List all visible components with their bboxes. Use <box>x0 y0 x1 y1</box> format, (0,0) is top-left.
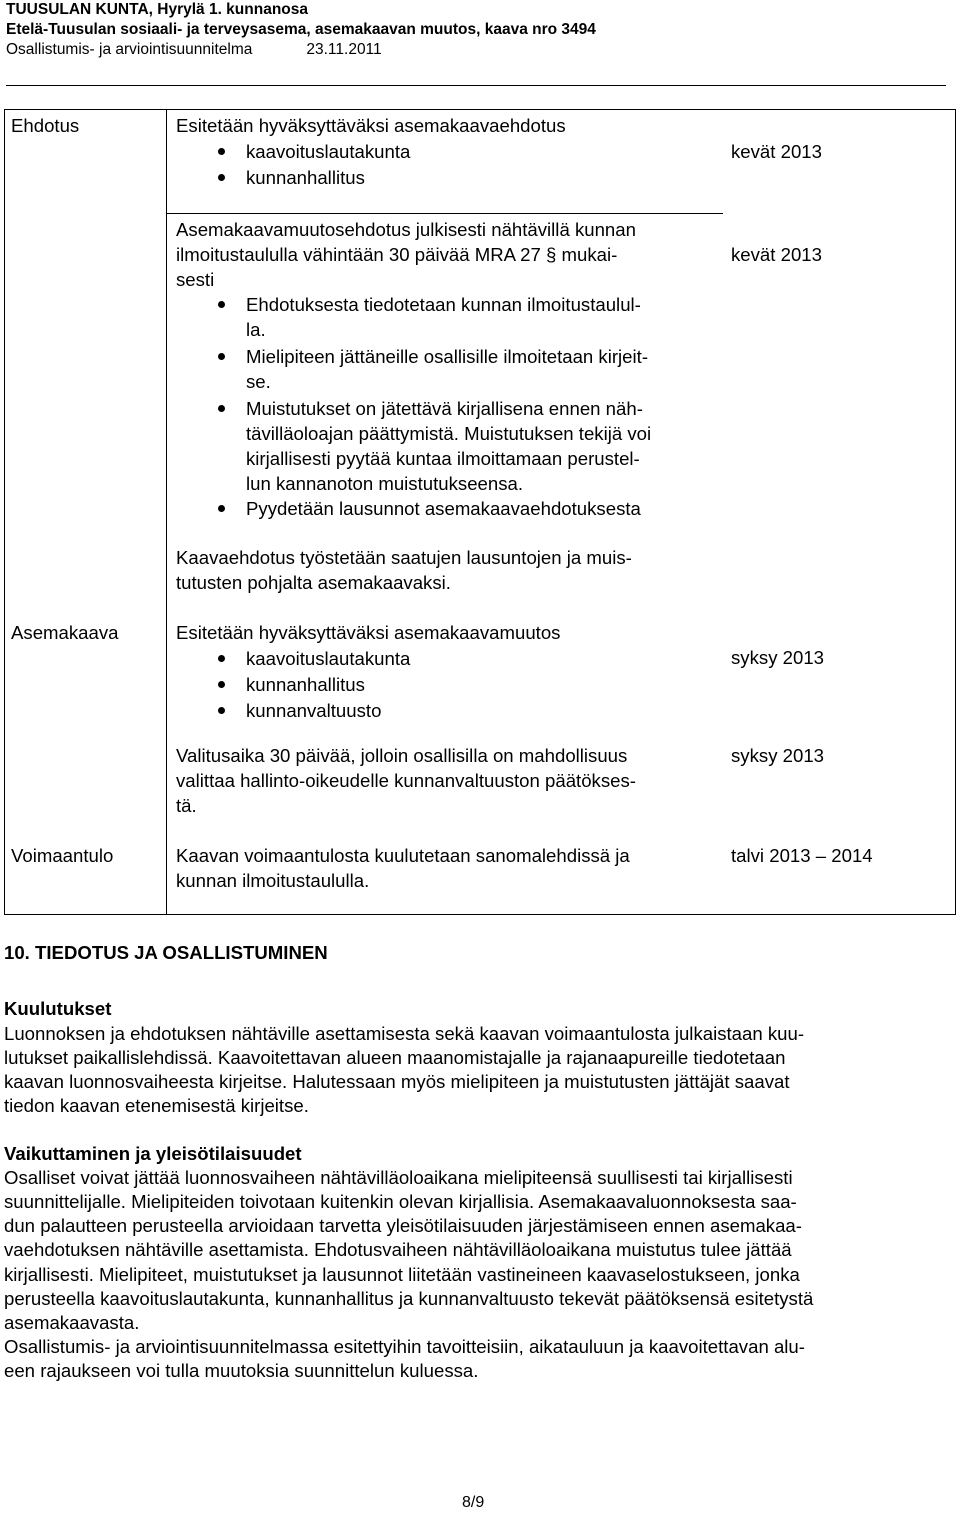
ehdotus-item-2-line-2: se. <box>246 371 271 392</box>
ehdotus-text-line-2: ilmoitustaululla vähintään 30 päivää MRA 27 § mukai- <box>176 244 618 265</box>
bullet-icon <box>218 681 225 688</box>
vaikuttaminen-line-2: suunnittelijalle. Mielipiteiden toivotaan kuitenkin olevan kirjallisia. Asemakaavaluonnoksesta saa- <box>4 1191 797 1212</box>
ehdotus-item-2-line-1: Mielipiteen jättäneille osallisille ilmoitetaan kirjeit- <box>246 346 649 367</box>
asemakaava-time-2: syksy 2013 <box>731 745 825 766</box>
vaikuttaminen-line-5: kirjallisesti. Mielipiteet, muistutukset ja lausunnot liitetään vastineineen kaavaselostukseen, jonka <box>4 1264 800 1285</box>
bullet-icon <box>218 353 225 360</box>
subheading-vaikuttaminen: Vaikuttaminen ja yleisötilaisuudet <box>4 1143 302 1164</box>
kuulutukset-line-1: Luonnoksen ja ehdotuksen nähtäville asettamisesta sekä kaavan voimaantulosta julkaistaan kuu- <box>4 1023 805 1044</box>
ehdotus-item-4-line-1: Pyydetään lausunnot asemakaavaehdotuksesta <box>246 498 641 519</box>
kuulutukset-line-2: lutukset paikallislehdissä. Kaavoitettavan alueen maanomistajalle ja rajanaapureille tiedotetaan <box>4 1047 786 1068</box>
ehdotus-time-1: kevät 2013 <box>731 141 822 162</box>
ehdotus-lead: Esitetään hyväksyttäväksi asemakaavaehdotus <box>176 115 566 136</box>
vaikuttaminen-line-3: dun palautteen perusteella arvioidaan tarvetta yleisötilaisuuden järjestämiseen ennen asemakaa- <box>4 1215 802 1236</box>
asemakaava-bullet-2: kunnanhallitus <box>246 674 365 695</box>
row-label-ehdotus: Ehdotus <box>11 115 80 136</box>
header-doc-title: Osallistumis- ja arviointisuunnitelma <box>6 41 253 58</box>
ehdotus-item-3-line-1: Muistutukset on jätettävä kirjallisena ennen näh- <box>246 398 643 419</box>
kuulutukset-line-3: kaavan luonnosvaiheesta kirjeitse. Halutessaan myös mielipiteen ja muistutusten jättäjät saavat <box>4 1071 790 1092</box>
vaikuttaminen-line-8: Osallistumis- ja arviointisuunnitelmassa esitettyihin tavoitteisiin, aikatauluun ja kaavoitettavan alu- <box>4 1336 805 1357</box>
bullet-icon <box>218 655 225 662</box>
ehdotus-text-line-1: Asemakaavamuutosehdotus julkisesti nähtävillä kunnan <box>176 219 636 240</box>
kuulutukset-line-4: tiedon kaavan etenemisestä kirjeitse. <box>4 1095 309 1116</box>
asemakaava-text-line-2: valittaa hallinto-oikeudelle kunnanvaltuuston päätökses- <box>176 770 636 791</box>
ehdotus-item-3-line-3: kirjallisesti pyytää kuntaa ilmoittamaan perustel- <box>246 448 640 469</box>
bullet-icon <box>218 405 225 412</box>
asemakaava-text-line-1: Valitusaika 30 päivää, jolloin osallisilla on mahdollisuus <box>176 745 628 766</box>
document-header <box>6 0 596 60</box>
bullet-icon <box>218 707 225 714</box>
bullet-icon <box>218 174 225 181</box>
header-doc-date: 23.11.2011 <box>306 41 382 58</box>
asemakaava-lead: Esitetään hyväksyttäväksi asemakaavamuutos <box>176 622 561 643</box>
vaikuttaminen-line-9: een rajaukseen voi tulla muutoksia suunnittelun kuluessa. <box>4 1360 479 1381</box>
ehdotus-item-3-line-2: tävilläoloajan päättymistä. Muistutuksen tekijä voi <box>246 423 652 444</box>
bullet-icon <box>218 301 225 308</box>
row-label-voimaantulo: Voimaantulo <box>11 845 114 866</box>
ehdotus-item-1-line-1: Ehdotuksesta tiedotetaan kunnan ilmoitustaulul- <box>246 294 641 315</box>
table-row-divider <box>166 213 723 214</box>
ehdotus-final-line-1: Kaavaehdotus työstetään saatujen lausuntojen ja muis- <box>176 547 632 568</box>
header-project: Etelä-Tuusulan sosiaali- ja terveysasema, asemakaavan muutos, kaava nro 3494 <box>6 21 596 38</box>
table-column-divider <box>166 109 167 915</box>
section-heading: 10. TIEDOTUS JA OSALLISTUMINEN <box>4 942 328 963</box>
ehdotus-item-3-line-4: lun kannanoton muistutukseensa. <box>246 473 524 494</box>
vaikuttaminen-line-6: perusteella kaavoituslautakunta, kunnanhallitus ja kunnanvaltuusto tekevät päätöksensä esitetystä <box>4 1288 814 1309</box>
voimaantulo-line-2: kunnan ilmoitustaululla. <box>176 870 370 891</box>
asemakaava-bullet-3: kunnanvaltuusto <box>246 700 382 721</box>
ehdotus-bullet-1: kaavoituslautakunta <box>246 141 411 162</box>
vaikuttaminen-line-4: vaehdotuksen nähtäville asettamista. Ehdotusvaiheen nähtävilläoloaikana muistutus tulee jättää <box>4 1239 792 1260</box>
header-rule <box>6 85 946 86</box>
page-number: 8/9 <box>462 1494 485 1511</box>
bullet-icon <box>218 505 225 512</box>
vaikuttaminen-line-1: Osalliset voivat jättää luonnosvaiheen nähtävilläoloaikana mielipiteensä suullisesti tai kirjallisesti <box>4 1167 793 1188</box>
header-municipality: TUUSULAN KUNTA, Hyrylä 1. kunnanosa <box>6 1 309 18</box>
ehdotus-bullet-2: kunnanhallitus <box>246 167 365 188</box>
ehdotus-text-line-3: sesti <box>176 269 215 290</box>
voimaantulo-line-1: Kaavan voimaantulosta kuulutetaan sanomalehdissä ja <box>176 845 630 866</box>
bullet-icon <box>218 148 225 155</box>
asemakaava-bullet-1: kaavoituslautakunta <box>246 648 411 669</box>
vaikuttaminen-line-7: asemakaavasta. <box>4 1312 140 1333</box>
subheading-kuulutukset: Kuulutukset <box>4 998 112 1019</box>
asemakaava-text-line-3: tä. <box>176 795 197 816</box>
voimaantulo-time: talvi 2013 – 2014 <box>731 845 873 866</box>
ehdotus-item-1-line-2: la. <box>246 319 266 340</box>
asemakaava-time-1: syksy 2013 <box>731 647 825 668</box>
row-label-asemakaava: Asemakaava <box>11 622 119 643</box>
ehdotus-time-2: kevät 2013 <box>731 244 822 265</box>
header-doc-line <box>6 40 596 60</box>
ehdotus-final-line-2: tutusten pohjalta asemakaavaksi. <box>176 572 451 593</box>
